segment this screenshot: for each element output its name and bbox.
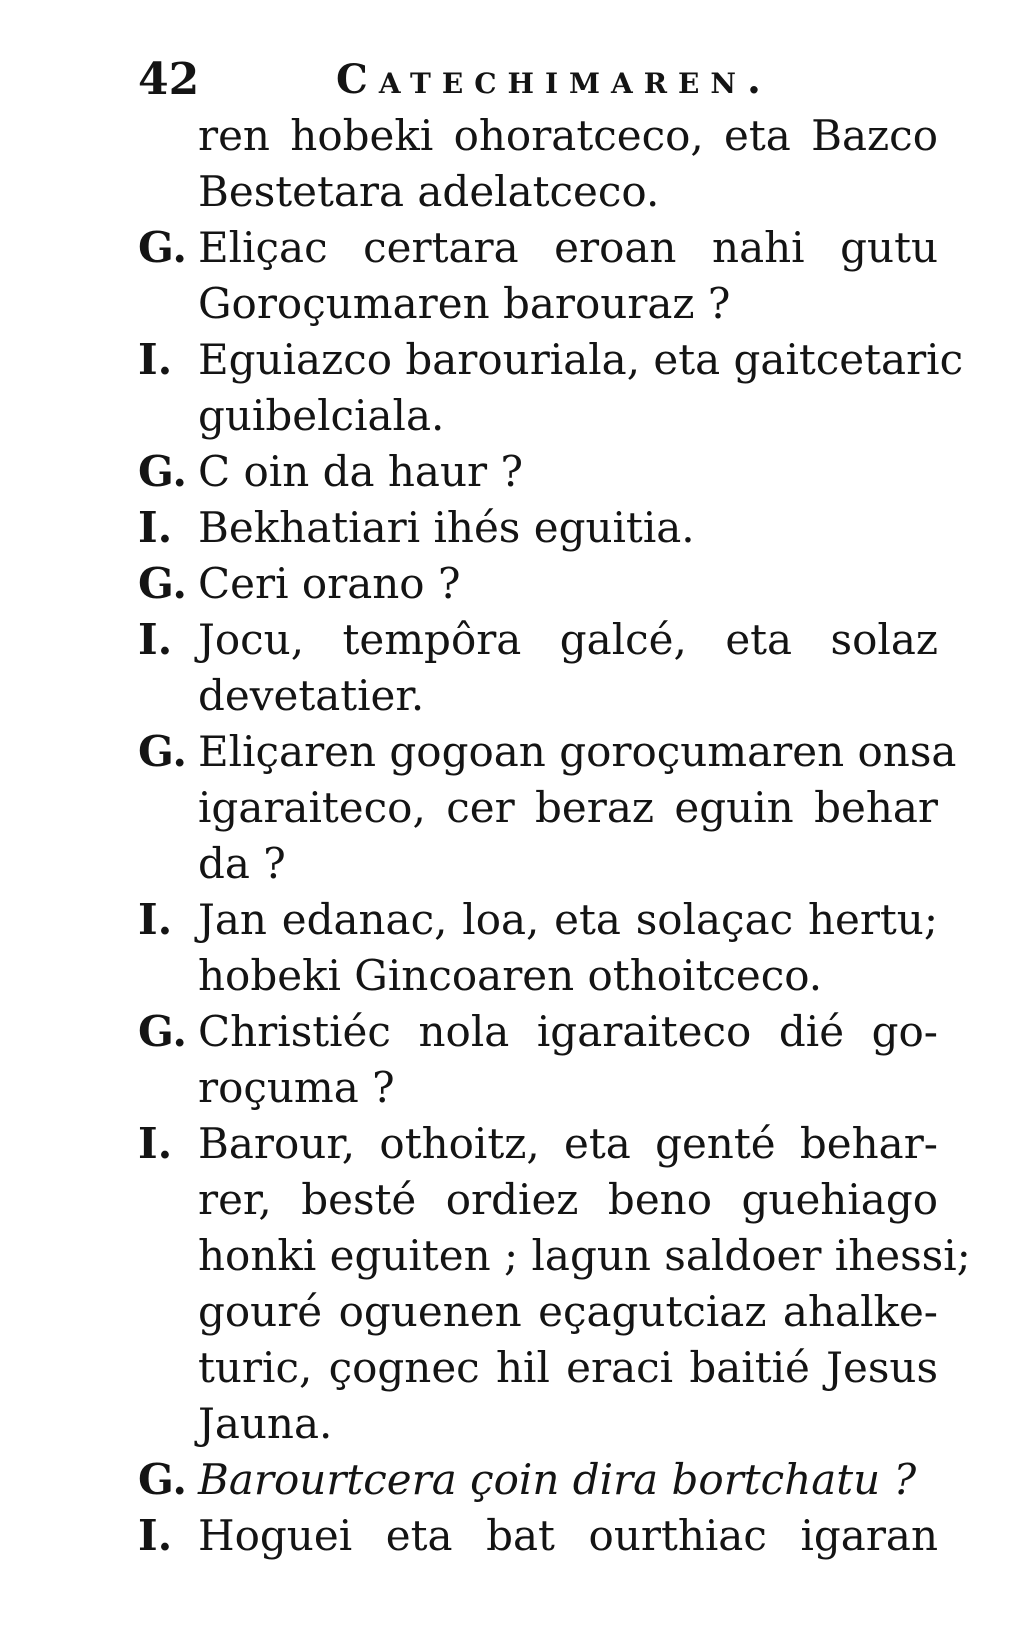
dialogue-entry: [138, 1508, 938, 1564]
dialogue-entry: [138, 556, 938, 612]
page-number: 42: [138, 54, 200, 105]
text-line: hobeki Gincoaren othoitceco.: [198, 951, 823, 1000]
text-line: igaraiteco, cer beraz eguin behar: [198, 783, 938, 832]
text-line: turic, çognec hil eraci baitié Jesus: [198, 1343, 938, 1392]
dialogue-entry: [138, 724, 957, 892]
speaker-label: I.: [138, 1511, 173, 1560]
running-head: [138, 52, 938, 108]
text-line: devetatier.: [198, 671, 425, 720]
text-line: Ceri orano ?: [198, 559, 461, 608]
dialogue-entry: [138, 444, 938, 500]
text-line: Barour, othoitz, eta genté behar-: [198, 1119, 938, 1168]
text-line: ren hobeki ohoratceco, eta Bazco: [198, 111, 938, 160]
dialogue-entry: [138, 612, 938, 724]
text-line: Barourtcera çoin dira bortchatu ?: [198, 1455, 917, 1504]
text-line: Bekhatiari ihés eguitia.: [198, 503, 695, 552]
text-line: Jan edanac, loa, eta solaçac hertu;: [198, 895, 938, 944]
text-line: gouré oguenen eçagutciaz ahalke-: [198, 1287, 938, 1336]
dialogue-entry: [138, 332, 964, 444]
text-line: roçuma ?: [198, 1063, 395, 1112]
speaker-label: I.: [138, 335, 173, 384]
speaker-label: G.: [138, 559, 187, 608]
text-line: Bestetara adelatceco.: [198, 167, 660, 216]
speaker-label: G.: [138, 223, 187, 272]
dialogue-entry: [138, 1004, 938, 1116]
dialogue-entry: [138, 1452, 938, 1508]
speaker-label: I.: [138, 895, 173, 944]
speaker-label: I.: [138, 615, 173, 664]
text-line: Eliçac certara eroan nahi gutu: [198, 223, 938, 272]
catechism-text: [138, 108, 971, 1564]
text-line: Christiéc nola igaraiteco dié go-: [198, 1007, 938, 1056]
running-title: Catechimaren.: [336, 56, 772, 103]
text-line: Goroçumaren barouraz ?: [198, 279, 731, 328]
text-line: Eliçaren gogoan goroçumaren onsa: [198, 727, 957, 776]
text-line: Jocu, tempôra galcé, eta solaz: [198, 615, 938, 664]
dialogue-entry: [138, 1116, 971, 1452]
text-line: Jauna.: [198, 1399, 333, 1448]
text-line: Hoguei eta bat ourthiac igaran: [198, 1511, 938, 1560]
text-line: da ?: [198, 839, 286, 888]
text-line: Eguiazco barouriala, eta gaitcetaric: [198, 335, 964, 384]
continuation-paragraph: [138, 108, 938, 220]
dialogue-entry: [138, 220, 938, 332]
text-line: rer, besté ordiez beno guehiago: [198, 1175, 938, 1224]
speaker-label: I.: [138, 503, 173, 552]
dialogue-entry: [138, 892, 938, 1004]
speaker-label: G.: [138, 1455, 187, 1504]
speaker-label: G.: [138, 727, 187, 776]
text-line: guibelciala.: [198, 391, 445, 440]
speaker-label: G.: [138, 1007, 187, 1056]
text-line: C oin da haur ?: [198, 447, 523, 496]
text-line: honki eguiten ; lagun saldoer ihessi;: [198, 1231, 971, 1280]
speaker-label: I.: [138, 1119, 173, 1168]
speaker-label: G.: [138, 447, 187, 496]
dialogue-entry: [138, 500, 938, 556]
